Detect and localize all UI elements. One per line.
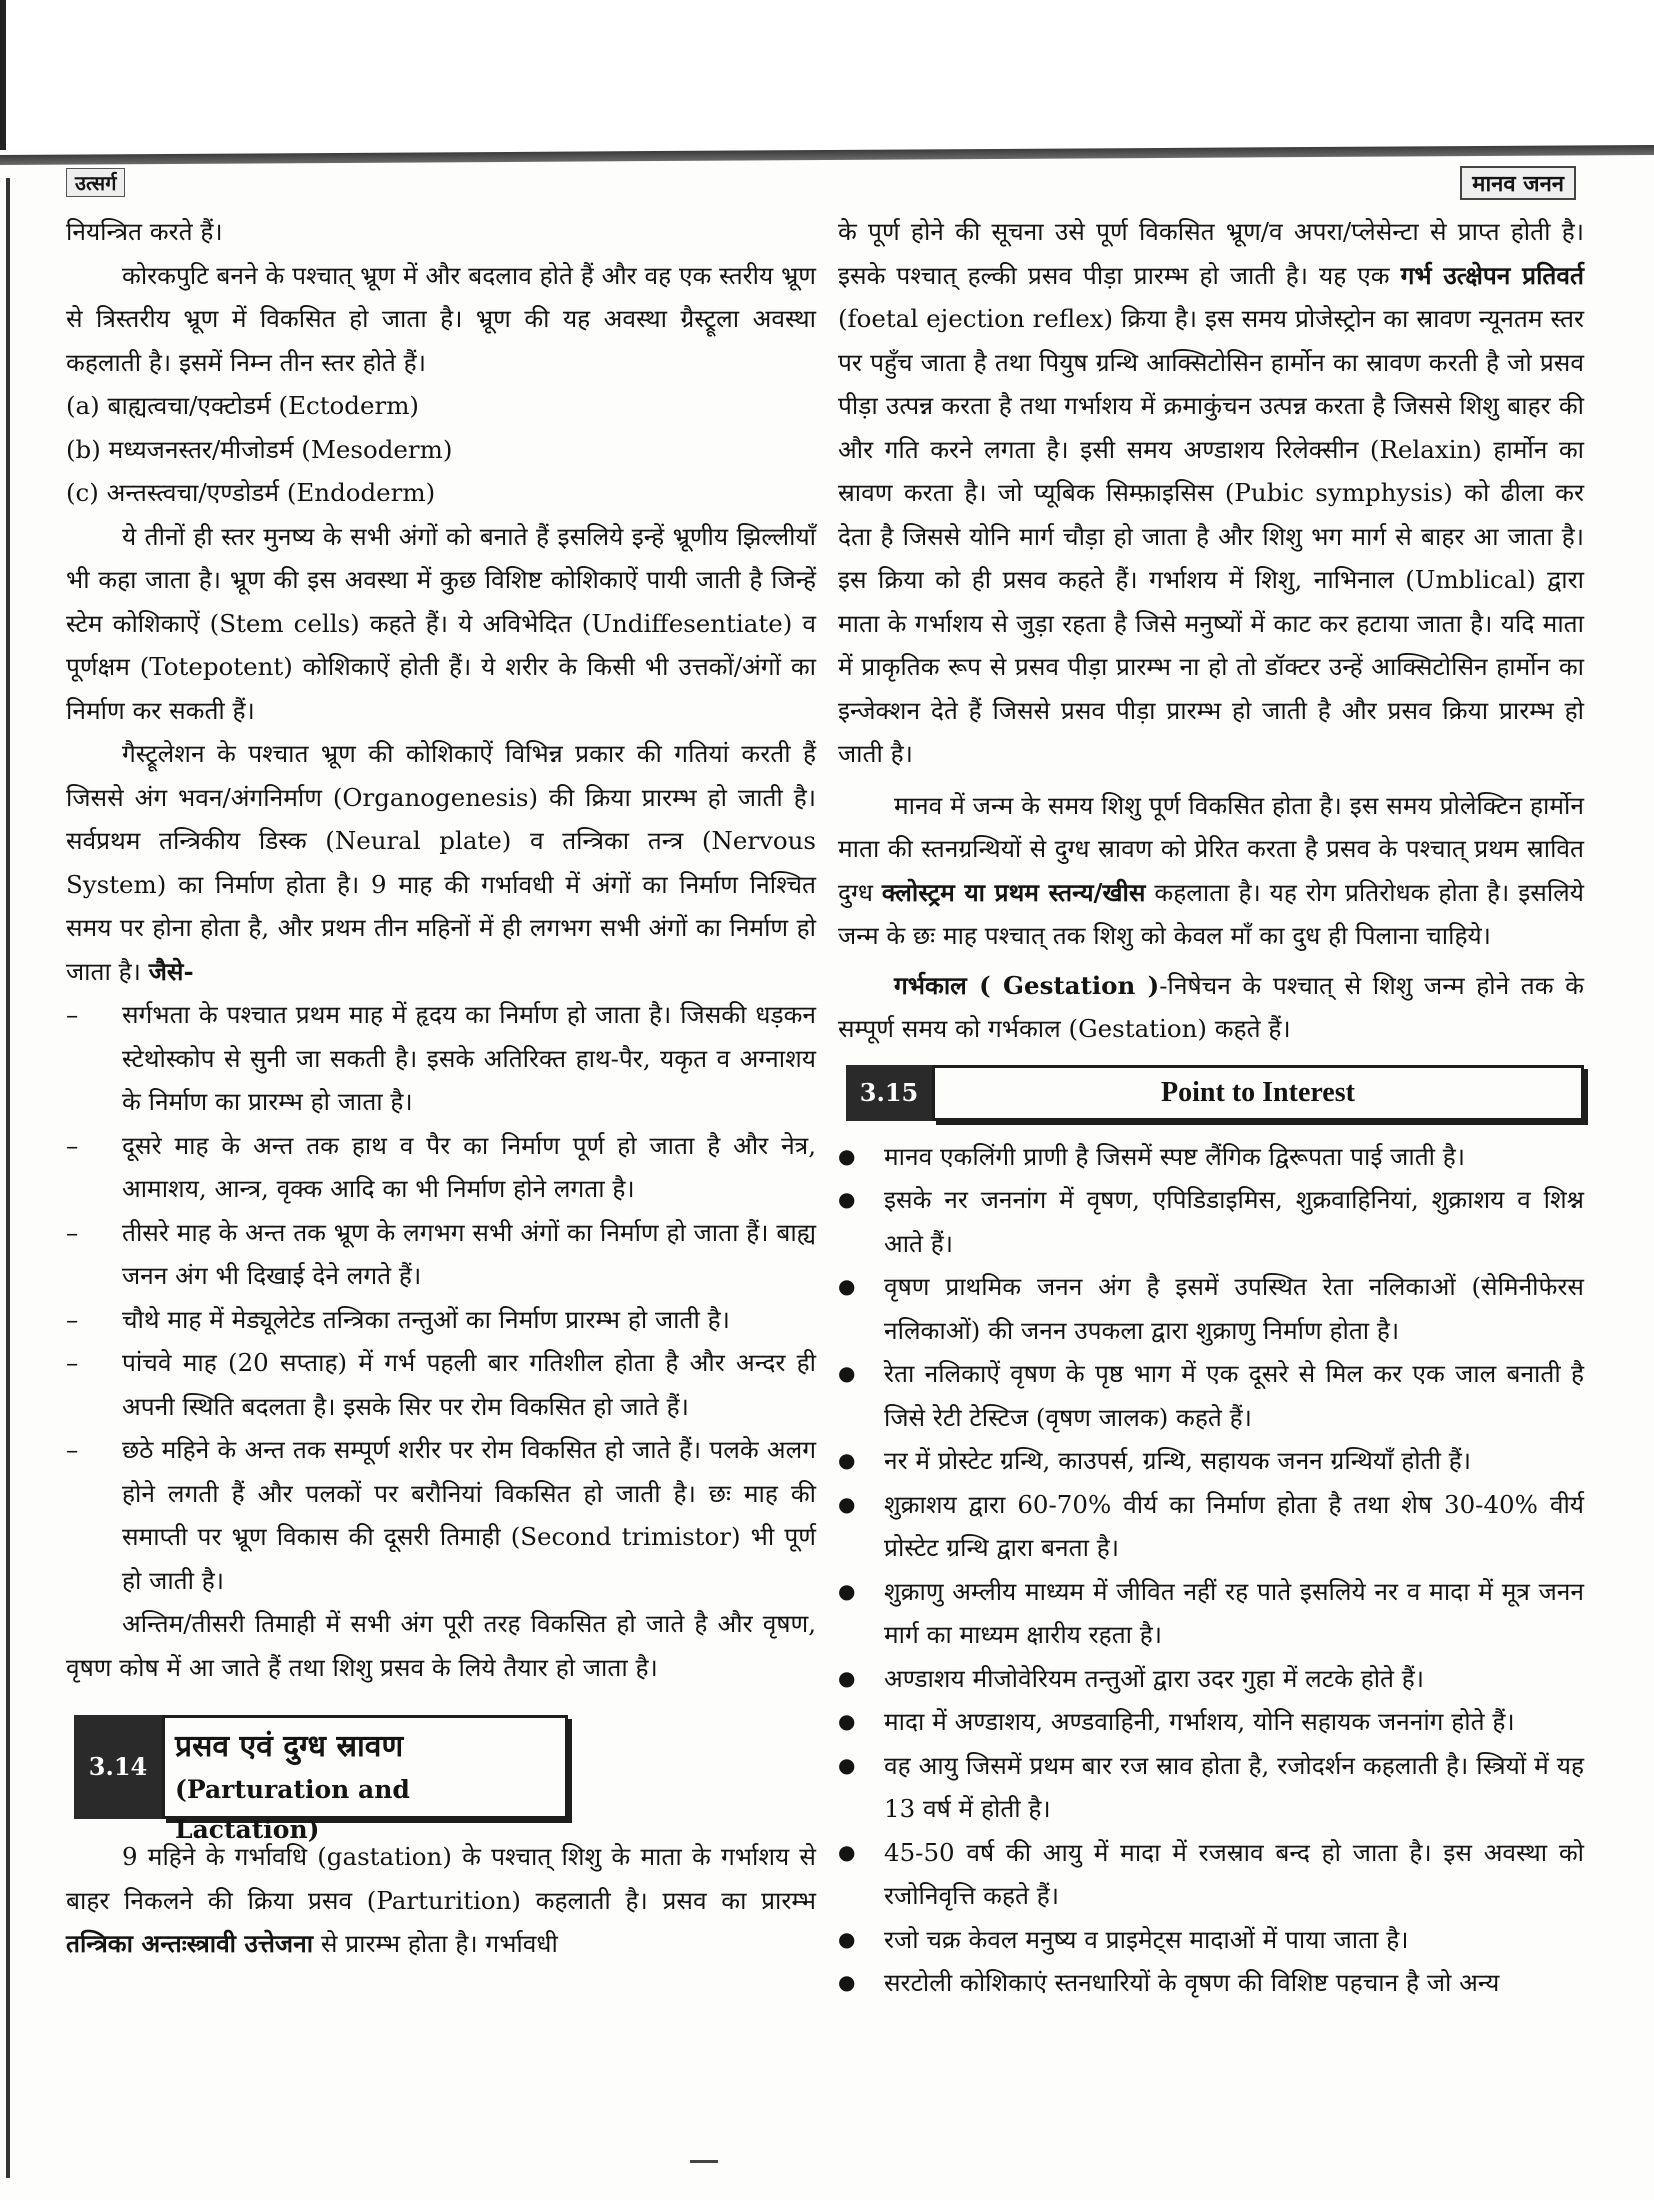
list-item xyxy=(838,1570,1584,1657)
bullet-icon: ● xyxy=(838,1491,856,1516)
bullet-text: अण्डाशय मीजोवेरियम तन्तुओं द्वारा उदर गुहा में लटके होते हैं। xyxy=(884,1663,1425,1693)
running-head-chapter: मानव जनन xyxy=(1460,166,1576,200)
list-item xyxy=(66,1298,816,1342)
scan-top-margin xyxy=(0,0,1654,150)
bullet-text: शुक्राणु अम्लीय माध्यम में जीवित नहीं रह पाते इसलिये नर व मादा में मूत्र जनन मार्ग का माध्यम क्षारीय रहता है। xyxy=(884,1576,1584,1649)
list-item xyxy=(838,1135,1584,1179)
dash-marker: – xyxy=(66,1435,79,1464)
bullet-icon: ● xyxy=(838,1752,856,1777)
month-three-text: तीसरे माह के अन्त तक भ्रूण के लगभग सभी अंगों का निर्माण हो जाता हैं। बाह्य जनन अंग भी दिखाई देने लगते हैं। xyxy=(122,1217,816,1290)
bullet-icon: ● xyxy=(838,1709,856,1733)
paragraph-stem-cells: ये तीनों ही स्तर मुनष्य के सभी अंगों को बनाते हैं इसलिये इन्हें भ्रूणीय झिल्लीयाँ भी कहा जाता है। भ्रूण की इस अवस्था में कुछ विशिष्ट कोशिकाऐं पायी जाती है जिन्हें स्टेम कोशिकाऐं (Stem cells) कहते हैं। ये अविभेदित (Undiffesentiate) व पूर्णक्षम (Totepotent) कोशिकाऐं होती हैं। ये शरीर के किसी भी उत्तकों/अंगों का निर्माण कर सकती हैं। xyxy=(66,521,816,725)
bullet-text: इसके नर जननांग में वृषण, एपिडिडाइमिस, शुक्रवाहिनियां, शुक्राशय व शिश्न आते हैं। xyxy=(884,1185,1584,1258)
list-item xyxy=(66,1124,816,1211)
list-item xyxy=(838,1961,1584,2005)
list-item xyxy=(838,1918,1584,1962)
bullet-text: मादा में अण्डाशय, अण्डवाहिनी, गर्भाशय, योनि सहायक जननांग होते हैं। xyxy=(884,1707,1515,1736)
section-title: Point to Interest xyxy=(932,1065,1584,1121)
running-head-left: उत्सर्ग xyxy=(66,168,125,197)
parturition-text-end: से प्रारम्भ होता है। गर्भावधी xyxy=(320,1929,558,1958)
section-number: 3.14 xyxy=(74,1715,162,1819)
parturition-text: 9 महिने के गर्भावधि (gastation) के पश्चात् शिशु के माता के गर्भाशय से बाहर निकलने की क्रिया प्रसव (Parturition) कहलाती है। प्रसव का प्रारम्भ xyxy=(66,1842,816,1915)
example-lead: जैसे- xyxy=(148,956,194,986)
list-item xyxy=(838,1831,1584,1918)
section-title-box xyxy=(162,1715,568,1844)
paragraph-lactation xyxy=(838,784,1584,958)
germ-layer-ectoderm: (a) बाह्यत्वचा/एक्टोडर्म (Ectoderm) xyxy=(66,391,419,420)
bullet-icon: ● xyxy=(838,1839,856,1864)
colostrum-term: क्लोस्ट्रम या प्रथम स्तन्य/खीस xyxy=(881,877,1146,907)
foetal-text-b: (foetal ejection reflex) क्रिया है। इस समय प्रोजेस्ट्रोन का स्रावण न्यूनतम स्तर पर पहुँच जाता है तथा पियुष ग्रन्थि आक्सिटोसिन हार्मोन का स्रावण करती है जो प्रसव पीड़ा उत्पन्न करता है तथा गर्भाशय में क्रमाकुंचन उत्पन्न करता है जिससे शिशु बाहर की और गति करने लगता है। इसी समय अण्डाशय रिलेक्सीन (Relaxin) हार्मोन का स्रावण करता है। जो प्यूबिक सिम्फ़ाइसिस (Pubic symphysis) को ढीला कर देता है जिससे योनि मार्ग चौड़ा हो जाता है और शिशु भग मार्ग से बाहर आ जाता है। इस क्रिया को ही प्रसव कहते हैं। गर्भाशय में शिशु, नाभिनाल (Umblical) द्वारा माता के गर्भाशय से जुड़ा रहता है जिसे मनुष्यों में काट कर हटाया जाता है। यदि माता में प्राकृतिक रूप से प्रसव पीड़ा प्रारम्भ ना हो तो डॉक्टर उन्हें आक्सिटोसिन हार्मोन का इन्जेक्शन देते हैं जिससे प्रसव पीड़ा प्रारम्भ हो जाती है और प्रसव क्रिया प्रारम्भ हो जाती है। xyxy=(838,304,1584,768)
scan-binding-edge xyxy=(6,178,10,2178)
bullet-text: रजो चक्र केवल मनुष्य व प्राइमेट्स मादाओं में पाया जाता है। xyxy=(884,1924,1409,1954)
germ-layer-mesoderm: (b) मध्यजनस्तर/मीजोडर्म (Mesoderm) xyxy=(66,434,453,464)
bullet-icon: ● xyxy=(838,1187,856,1211)
section-heading-3-14 xyxy=(74,1715,816,1844)
bullet-icon: ● xyxy=(838,1274,856,1298)
list-item xyxy=(66,1428,816,1602)
dash-marker: – xyxy=(66,1304,79,1334)
section-heading-3-15 xyxy=(846,1065,1584,1121)
bullet-text: सरटोली कोशिकाएं स्तनधारियों के वृषण की विशिष्ट पहचान है जो अन्य xyxy=(884,1968,1500,1997)
paragraph-parturition xyxy=(66,1835,816,1966)
bullet-text: वृषण प्राथमिक जनन अंग है इसमें उपस्थित रेता नलिकाओं (सेमिनीफेरस नलिकाओं) की जनन उपकला द्वारा शुक्राणु निर्माण होता है। xyxy=(884,1272,1584,1345)
intro-line: नियन्त्रित करते हैं। xyxy=(66,217,223,246)
paragraph-foetal-ejection xyxy=(838,210,1584,776)
page-footer-mark xyxy=(690,2160,718,2163)
foetal-reflex-term: गर्भ उत्क्षेपन प्रतिवर्त xyxy=(1400,260,1584,290)
bullet-text: शुक्राशय द्वारा 60-70% वीर्य का निर्माण होता है तथा शेष 30-40% वीर्य प्रोस्टेट ग्रन्थि द्वारा बनता है। xyxy=(884,1489,1584,1562)
bullet-text: मानव एकलिंगी प्राणी है जिसमें स्पष्ट लैंगिक द्विरूपता पाई जाती है। xyxy=(884,1141,1466,1171)
section-number: 3.15 xyxy=(846,1065,932,1121)
bullet-icon: ● xyxy=(838,1926,856,1951)
foetal-text-a: के पूर्ण होने की सूचना उसे पूर्ण विकसित भ्रूण/व अपरा/प्लेसेन्टा से प्राप्त होती है। इसके पश्चात् हल्की प्रसव पीड़ा प्रारम्भ हो जाती है। यह एक xyxy=(838,217,1584,290)
list-item xyxy=(838,1483,1584,1570)
right-column xyxy=(838,210,1584,2005)
dash-marker: – xyxy=(66,1000,79,1029)
list-item xyxy=(838,1439,1584,1483)
month-six-text: छठे महिने के अन्त तक सम्पूर्ण शरीर पर रोम विकसित हो जाते हैं। पलके अलग होने लगती हैं और पलकों पर बरौनियां विकसित हो जाती है। छः माह की समाप्ती पर भ्रूण विकास की दूसरी तिमाही (Second trimistor) भी पूर्ण हो जाती है। xyxy=(122,1435,816,1595)
section-title: प्रसव एवं दुग्ध स्रावण xyxy=(175,1729,404,1764)
paragraph-gastrula: कोरकपुटि बनने के पश्चात् भ्रूण में और बदलाव होते हैं और वह एक स्तरीय भ्रूण से त्रिस्तरीय भ्रूण में विकसित हो जाता है। भ्रूण की यह अवस्था ग्रैस्ट्रूला अवस्था कहलाती है। इसमें निम्न तीन स्तर होते हैं। xyxy=(66,260,816,377)
list-item xyxy=(66,1341,816,1428)
bullet-text: रेता नलिकाऐं वृषण के पृष्ठ भाग में एक दूसरे से मिल कर एक जाल बनाती है जिसे रेटी टेस्टिज (वृषण जालक) कहते हैं। xyxy=(884,1359,1584,1432)
paragraph-third-trimester: अन्तिम/तीसरी तिमाही में सभी अंग पूरी तरह विकसित हो जाते है और वृषण, वृषण कोष में आ जाते हैं तथा शिशु प्रसव के लिये तैयार हो जाता है। xyxy=(66,1609,816,1682)
section-subtitle: (Parturation and Lactation) xyxy=(175,1775,410,1844)
bullet-icon: ● xyxy=(838,1970,856,1994)
bullet-icon: ● xyxy=(838,1578,856,1603)
list-item xyxy=(66,1211,816,1298)
left-column xyxy=(66,210,816,1966)
bullet-icon: ● xyxy=(838,1665,856,1690)
germ-layer-endoderm: (c) अन्तस्त्वचा/एण्डोडर्म (Endoderm) xyxy=(66,478,436,507)
gestation-text: -निषेचन के पश्चात् से शिशु जन्म होने तक के सम्पूर्ण समय को गर्भकाल (Gestation) कहते हैं। xyxy=(838,970,1584,1043)
bullet-text: वह आयु जिसमें प्रथम बार रज स्राव होता है, रजोदर्शन कहलाती है। स्त्रियों में यह 13 वर्ष में होती है। xyxy=(884,1750,1584,1823)
lactation-text-a: मानव में जन्म के समय शिशु पूर्ण विकसित होता है। इस समय प्रोलेक्टिन हार्मोन माता की स्तनग्रन्थियों से दुग्ध स्रावण को प्रेरित करता है प्रसव के पश्चात् प्रथम स्रावित दुग्ध xyxy=(838,790,1584,907)
neuroendocrine-term: तन्त्रिका अन्तःस्त्रावी उत्तेजना xyxy=(66,1929,314,1958)
month-two-text: दूसरे माह के अन्त तक हाथ व पैर का निर्माण पूर्ण हो जाता है और नेत्र, आमाशय, आन्त्र, वृक्क आदि का भी निर्माण होने लगता है। xyxy=(122,1130,816,1203)
dash-marker: – xyxy=(66,1348,79,1377)
organogenesis-text: गैस्ट्रूलेशन के पश्चात भ्रूण की कोशिकाऐं विभिन्न प्रकार की गतियां करती हैं जिससे अंग भवन/अंगनिर्माण (Organogenesis) की क्रिया प्रारम्भ हो जाती है। सर्वप्रथम तन्त्रिकीय डिस्क (Neural plate) व तन्त्रिका तन्त्र (Nervous System) का निर्माण होता है। 9 माह की गर्भावधी में अंगों का निर्माण निश्चित समय पर होना होता है, और प्रथम तीन महिनों में ही लगभग सभी अंगों का निर्माण हो जाता है। xyxy=(66,739,816,986)
month-five-text: पांचवे माह (20 सप्ताह) में गर्भ पहली बार गतिशील होता है और अन्दर ही अपनी स्थिति बदलता है। इसके सिर पर रोम विकसित हो जाते हैं। xyxy=(122,1348,816,1421)
month-one-text: सर्गभता के पश्चात प्रथम माह में हृदय का निर्माण हो जाता है। जिसकी धड़कन स्टेथोस्कोप से सुनी जा सकती है। इसके अतिरिक्त हाथ-पैर, यकृत व अग्नाशय के निर्माण का प्रारम्भ हो जाता है। xyxy=(122,1000,816,1116)
list-item xyxy=(838,1352,1584,1439)
bullet-icon: ● xyxy=(838,1448,856,1472)
paragraph-organogenesis xyxy=(66,732,816,993)
dash-marker: – xyxy=(66,1130,79,1160)
bullet-icon: ● xyxy=(838,1143,856,1168)
dash-marker: – xyxy=(66,1217,79,1247)
list-item xyxy=(838,1657,1584,1701)
lactation-text-b: कहलाता है। यह रोग प्रतिरोधक होता है। इसलिये जन्म के छः माह पश्चात् तक शिशु को केवल माँ का दुध ही पिलाना चाहिये। xyxy=(838,877,1584,950)
list-item xyxy=(66,993,816,1124)
month-four-text: चौथे माह में मेड्यूलेटेड तन्त्रिका तन्तुओं का निर्माण प्रारम्भ हो जाती है। xyxy=(122,1304,730,1334)
paragraph-gestation xyxy=(838,964,1584,1051)
bullet-text: 45-50 वर्ष की आयु में मादा में रजस्राव बन्द हो जाता है। इस अवस्था को रजोनिवृत्ति कहते हैं। xyxy=(884,1837,1584,1910)
list-item xyxy=(838,1178,1584,1265)
list-item xyxy=(838,1744,1584,1831)
gestation-term: गर्भकाल ( Gestation ) xyxy=(894,970,1160,1000)
bullet-icon: ● xyxy=(838,1361,856,1385)
list-item xyxy=(838,1700,1584,1744)
list-item xyxy=(838,1265,1584,1352)
bullet-text: नर में प्रोस्टेट ग्रन्थि, काउपर्स, ग्रन्थि, सहायक जनन ग्रन्थियाँ होती हैं। xyxy=(884,1446,1472,1475)
